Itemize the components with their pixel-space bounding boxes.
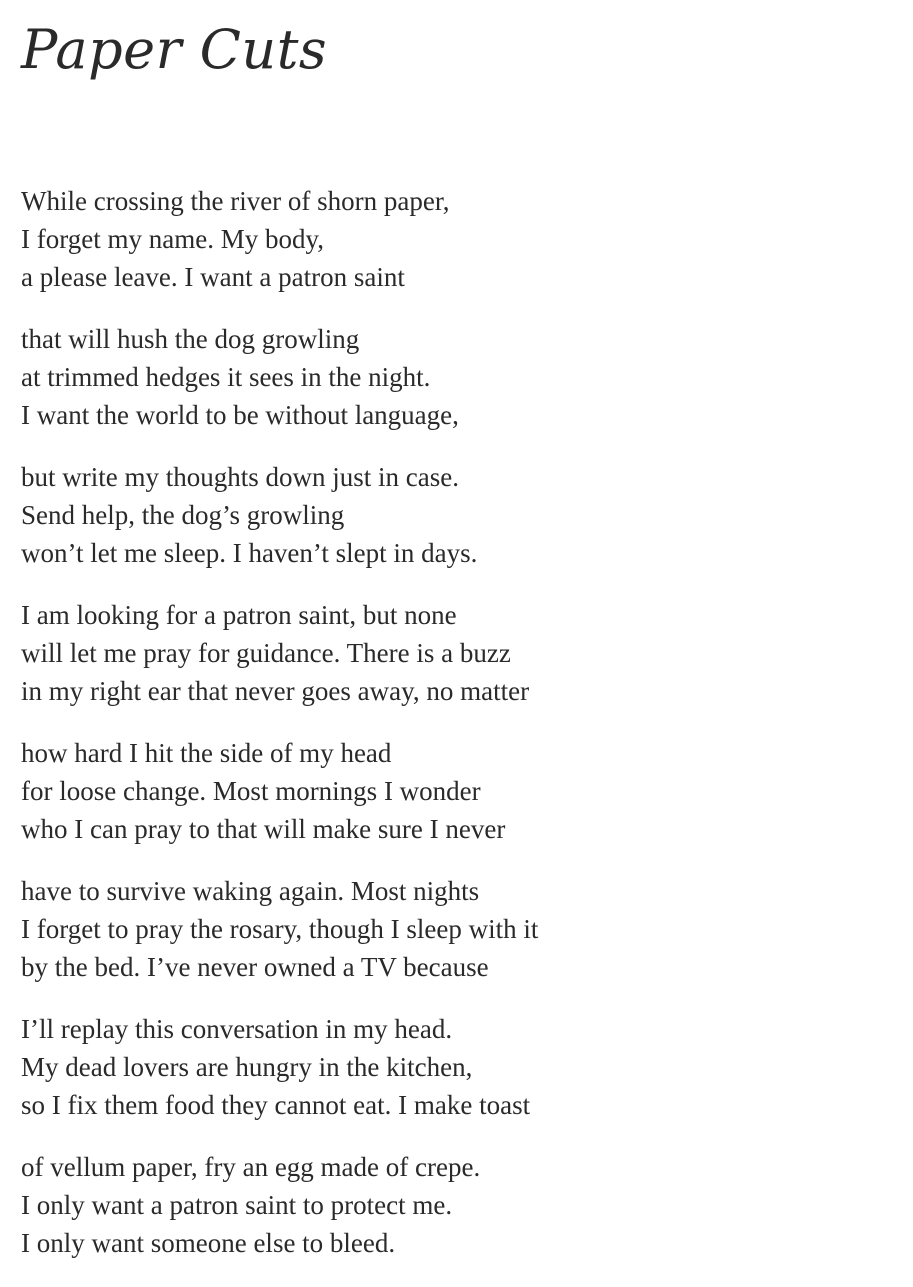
poem-line: My dead lovers are hungry in the kitchen,	[21, 1052, 473, 1082]
poem-line: in my right ear that never goes away, no matter	[21, 676, 530, 706]
poem-line: how hard I hit the side of my head	[21, 738, 392, 768]
poem-line: Send help, the dog’s growling	[21, 500, 345, 530]
poem-line: a please leave. I want a patron saint	[21, 262, 405, 292]
stanza	[21, 320, 901, 434]
poem-line: by the bed. I’ve never owned a TV because	[21, 952, 489, 982]
poem-line: I forget to pray the rosary, though I sleep with it	[21, 914, 539, 944]
poem-line: who I can pray to that will make sure I never	[21, 814, 506, 844]
stanza	[21, 1148, 901, 1262]
poem-line: I want the world to be without language,	[21, 400, 459, 430]
stanza	[21, 182, 901, 296]
poem-body	[21, 182, 901, 1286]
poem-line: for loose change. Most mornings I wonder	[21, 776, 481, 806]
poem-line: I am looking for a patron saint, but none	[21, 600, 457, 630]
poem-line: I’ll replay this conversation in my head.	[21, 1014, 453, 1044]
stanza	[21, 734, 901, 848]
stanza	[21, 1010, 901, 1124]
poem-line: that will hush the dog growling	[21, 324, 360, 354]
poem-line: While crossing the river of shorn paper,	[21, 186, 450, 216]
poem-line: will let me pray for guidance. There is a buzz	[21, 638, 511, 668]
poem-line: so I fix them food they cannot eat. I make toast	[21, 1090, 531, 1120]
poem-title: Paper Cuts	[21, 18, 328, 81]
stanza	[21, 458, 901, 572]
stanza	[21, 596, 901, 710]
poem-line: at trimmed hedges it sees in the night.	[21, 362, 431, 392]
stanza	[21, 872, 901, 986]
poem-line: won’t let me sleep. I haven’t slept in days.	[21, 538, 478, 568]
poem-line: I only want a patron saint to protect me.	[21, 1190, 453, 1220]
poem-line: have to survive waking again. Most nights	[21, 876, 480, 906]
poem-line: but write my thoughts down just in case.	[21, 462, 459, 492]
poem-line: of vellum paper, fry an egg made of crepe.	[21, 1152, 481, 1182]
poem-line: I forget my name. My body,	[21, 224, 324, 254]
poem-line: I only want someone else to bleed.	[21, 1228, 396, 1258]
